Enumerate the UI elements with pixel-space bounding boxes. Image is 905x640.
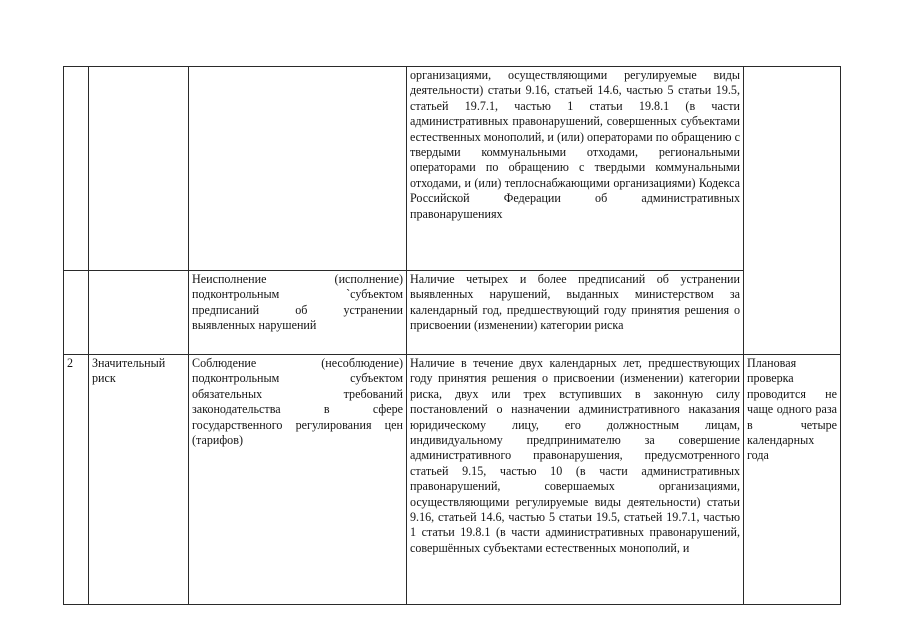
criterion-cell: Наличие в течение двух календарных лет, предшествующих году принятия решения о присвоении (изменении) категории риска, двух или трех вступивших в законную силу постановлений о назначении административного наказания юридическому лицу, его должностным лицам, индивидуальному предпринимателю за совершение административного правонарушения, предусмотренного статьей 9.15, частью 10 (в части административных правонарушений, совершаемых организациями, осуществляющими регулируемые виды деятельности) статьи 9.16, статьей 14.6, частью 5 статьи 19.5, статьей 19.7.1, частью 1 статьи 19.8.1 (в части административных правонарушений, совершённых субъектами естественных монополий, и bbox=[407, 355, 744, 605]
indicator-cell: Соблюдение (несоблюдение) подконтрольным субъектом обязательных требований законодательства в сфере государственного регулирования цен (тарифов) bbox=[189, 355, 407, 605]
table-row bbox=[64, 355, 841, 605]
periodicity-cell bbox=[744, 67, 841, 355]
category-cell bbox=[89, 67, 189, 271]
number-cell: 2 bbox=[64, 355, 89, 605]
indicator-cell bbox=[189, 67, 407, 271]
number-cell bbox=[64, 67, 89, 271]
criterion-cell: организациями, осуществляющими регулируемые виды деятельности) статьи 9.16, статьей 14.6, частью 5 статьи 19.5, статьей 19.7.1, частью 1 статьи 19.8.1 (в части административных правонарушений, совершенных субъектами естественных монополий, и (или) операторами по обращению с твердыми коммунальными отходами, региональными операторами по обращению с твердыми коммунальными отходами, и (или) теплоснабжающими организациями) Кодекса Российской Федерации об административных правонарушениях bbox=[407, 67, 744, 271]
category-cell: Значительный риск bbox=[89, 355, 189, 605]
category-cell bbox=[89, 271, 189, 355]
table-row bbox=[64, 67, 841, 271]
number-cell bbox=[64, 271, 89, 355]
periodicity-cell: Плановая проверка проводится не чаще одного раза в четыре календарных года bbox=[744, 355, 841, 605]
risk-criteria-table bbox=[63, 66, 841, 605]
table-row bbox=[64, 271, 841, 355]
criterion-cell: Наличие четырех и более предписаний об устранении выявленных нарушений, выданных министерством за календарный год, предшествующий году принятия решения о присвоении (изменении) категории риска bbox=[407, 271, 744, 355]
indicator-cell: Неисполнение (исполнение) подконтрольным `субъектом предписаний об устранении выявленных нарушений bbox=[189, 271, 407, 355]
